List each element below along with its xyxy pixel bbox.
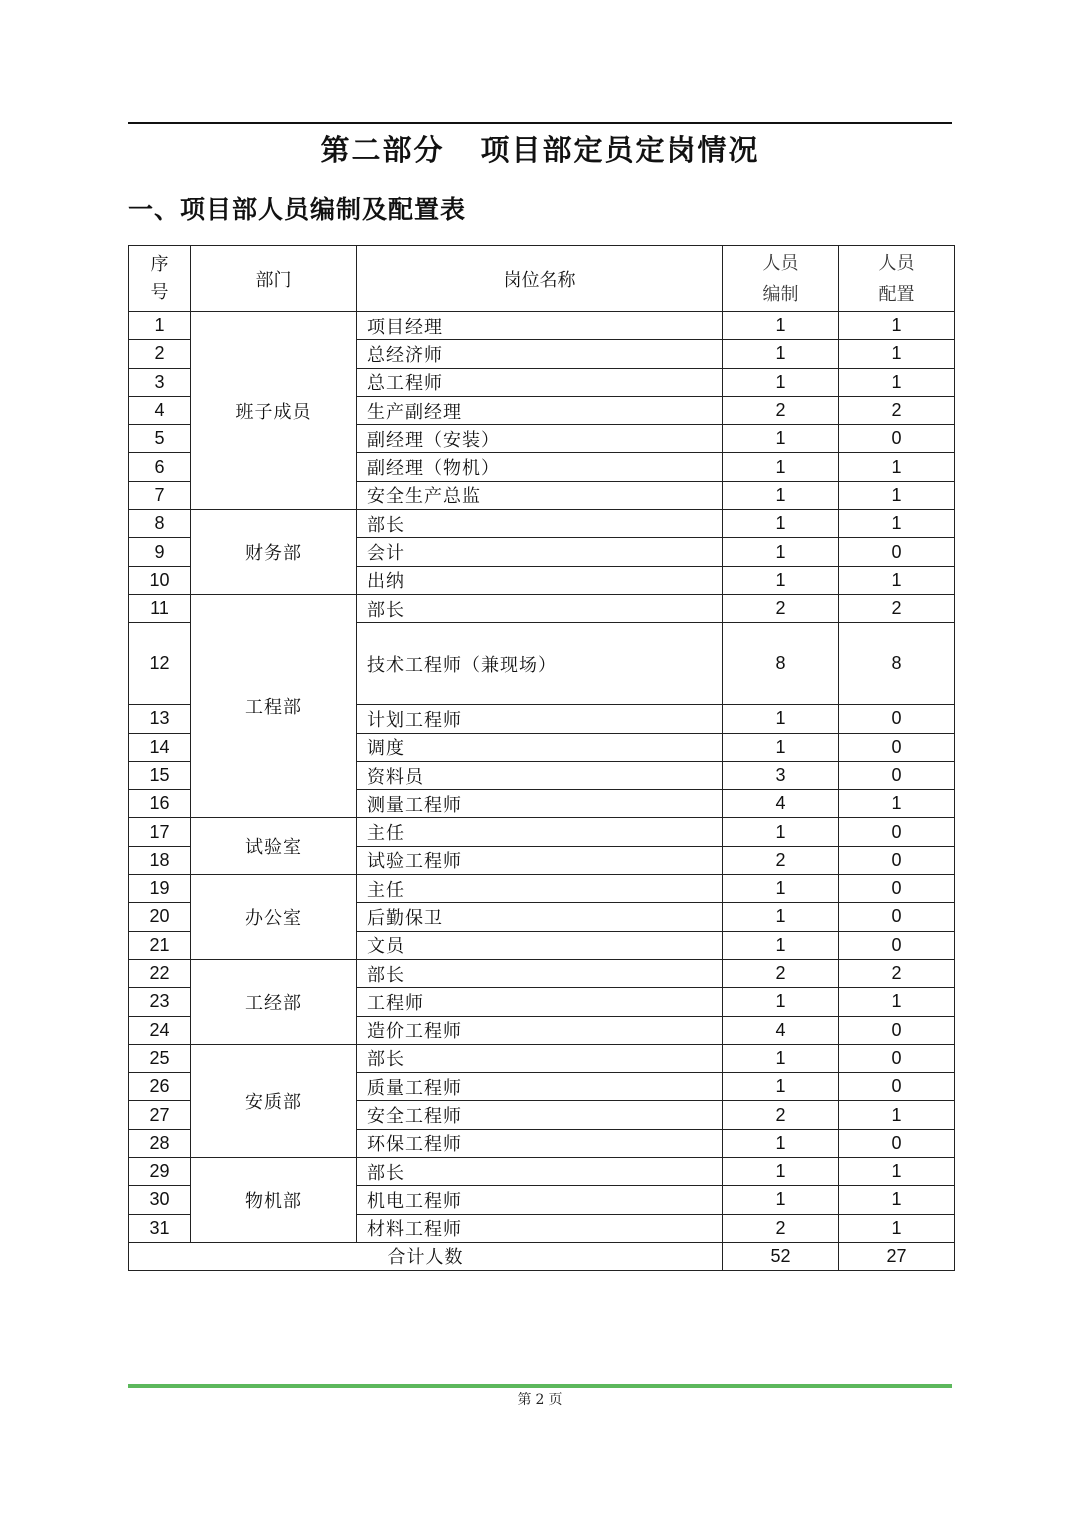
configured-value: 1 <box>839 790 955 818</box>
row-number: 11 <box>129 594 191 622</box>
total-label: 合计人数 <box>129 1242 723 1270</box>
quota-value: 1 <box>723 510 839 538</box>
position-name: 试验工程师 <box>357 846 723 874</box>
position-name: 调度 <box>357 733 723 761</box>
position-name: 工程师 <box>357 988 723 1016</box>
quota-value: 1 <box>723 903 839 931</box>
position-name: 测量工程师 <box>357 790 723 818</box>
position-name: 后勤保卫 <box>357 903 723 931</box>
configured-value: 1 <box>839 312 955 340</box>
header-position: 岗位名称 <box>357 246 723 312</box>
configured-value: 1 <box>839 340 955 368</box>
position-name: 部长 <box>357 1044 723 1072</box>
configured-value: 0 <box>839 846 955 874</box>
configured-value: 0 <box>839 425 955 453</box>
configured-value: 2 <box>839 594 955 622</box>
position-name: 部长 <box>357 1158 723 1186</box>
department-name: 工经部 <box>191 959 357 1044</box>
configured-value: 1 <box>839 1214 955 1242</box>
row-number: 20 <box>129 903 191 931</box>
configured-value: 1 <box>839 453 955 481</box>
row-number: 14 <box>129 733 191 761</box>
configured-value: 0 <box>839 1016 955 1044</box>
row-number: 16 <box>129 790 191 818</box>
position-name: 材料工程师 <box>357 1214 723 1242</box>
row-number: 25 <box>129 1044 191 1072</box>
configured-value: 2 <box>839 396 955 424</box>
quota-value: 2 <box>723 594 839 622</box>
row-number: 18 <box>129 846 191 874</box>
quota-value: 1 <box>723 566 839 594</box>
department-name: 办公室 <box>191 875 357 960</box>
position-name: 副经理（物机） <box>357 453 723 481</box>
quota-value: 2 <box>723 1101 839 1129</box>
quota-value: 1 <box>723 988 839 1016</box>
page-suffix: 页 <box>548 1392 563 1408</box>
configured-value: 2 <box>839 959 955 987</box>
row-number: 6 <box>129 453 191 481</box>
header-no: 序号 <box>129 246 191 312</box>
quota-value: 1 <box>723 425 839 453</box>
row-number: 23 <box>129 988 191 1016</box>
quota-value: 1 <box>723 1129 839 1157</box>
row-number: 31 <box>129 1214 191 1242</box>
position-name: 文员 <box>357 931 723 959</box>
configured-value: 0 <box>839 538 955 566</box>
quota-value: 2 <box>723 1214 839 1242</box>
row-number: 26 <box>129 1073 191 1101</box>
configured-value: 0 <box>839 705 955 733</box>
header-rule <box>128 122 952 124</box>
row-number: 13 <box>129 705 191 733</box>
quota-value: 1 <box>723 1158 839 1186</box>
part-number: 第二部分 <box>320 133 445 167</box>
page-value: 2 <box>535 1392 545 1408</box>
row-number: 8 <box>129 510 191 538</box>
row-number: 5 <box>129 425 191 453</box>
quota-value: 1 <box>723 481 839 509</box>
position-name: 技术工程师（兼现场） <box>357 623 723 705</box>
quota-value: 1 <box>723 875 839 903</box>
quota-value: 1 <box>723 705 839 733</box>
staffing-table <box>128 245 955 1271</box>
position-name: 副经理（安装） <box>357 425 723 453</box>
quota-value: 1 <box>723 931 839 959</box>
quota-value: 1 <box>723 1044 839 1072</box>
configured-value: 1 <box>839 481 955 509</box>
quota-value: 1 <box>723 818 839 846</box>
configured-value: 1 <box>839 510 955 538</box>
header-dept: 部门 <box>191 246 357 312</box>
position-name: 总经济师 <box>357 340 723 368</box>
quota-value: 3 <box>723 761 839 789</box>
department-name: 安质部 <box>191 1044 357 1157</box>
row-number: 2 <box>129 340 191 368</box>
row-number: 10 <box>129 566 191 594</box>
row-number: 19 <box>129 875 191 903</box>
row-number: 1 <box>129 312 191 340</box>
quota-value: 1 <box>723 453 839 481</box>
position-name: 主任 <box>357 875 723 903</box>
quota-value: 2 <box>723 846 839 874</box>
quota-value: 2 <box>723 396 839 424</box>
total-quota: 52 <box>723 1242 839 1270</box>
row-number: 29 <box>129 1158 191 1186</box>
row-number: 22 <box>129 959 191 987</box>
table-row <box>129 1158 955 1186</box>
row-number: 30 <box>129 1186 191 1214</box>
row-number: 15 <box>129 761 191 789</box>
configured-value: 1 <box>839 1101 955 1129</box>
position-name: 安全工程师 <box>357 1101 723 1129</box>
department-name: 财务部 <box>191 510 357 595</box>
configured-value: 0 <box>839 931 955 959</box>
row-number: 27 <box>129 1101 191 1129</box>
position-name: 质量工程师 <box>357 1073 723 1101</box>
configured-value: 0 <box>839 761 955 789</box>
department-name: 物机部 <box>191 1158 357 1243</box>
row-number: 9 <box>129 538 191 566</box>
configured-value: 0 <box>839 903 955 931</box>
quota-value: 4 <box>723 790 839 818</box>
configured-value: 0 <box>839 1073 955 1101</box>
row-number: 3 <box>129 368 191 396</box>
quota-value: 1 <box>723 1186 839 1214</box>
quota-value: 1 <box>723 312 839 340</box>
position-name: 安全生产总监 <box>357 481 723 509</box>
row-number: 12 <box>129 623 191 705</box>
position-name: 总工程师 <box>357 368 723 396</box>
department-name: 试验室 <box>191 818 357 875</box>
table-row <box>129 959 955 987</box>
position-name: 部长 <box>357 510 723 538</box>
position-name: 环保工程师 <box>357 1129 723 1157</box>
configured-value: 1 <box>839 566 955 594</box>
configured-value: 1 <box>839 1186 955 1214</box>
table-header-row <box>129 246 955 312</box>
position-name: 机电工程师 <box>357 1186 723 1214</box>
position-name: 部长 <box>357 959 723 987</box>
header-quota: 人员编制 <box>723 246 839 312</box>
department-name: 班子成员 <box>191 312 357 510</box>
configured-value: 1 <box>839 1158 955 1186</box>
quota-value: 2 <box>723 959 839 987</box>
table-row <box>129 312 955 340</box>
department-name: 工程部 <box>191 594 357 817</box>
quota-value: 1 <box>723 1073 839 1101</box>
section-title: 一、项目部人员编制及配置表 <box>128 195 467 224</box>
total-row <box>129 1242 955 1270</box>
configured-value: 0 <box>839 875 955 903</box>
position-name: 项目经理 <box>357 312 723 340</box>
position-name: 会计 <box>357 538 723 566</box>
table-row <box>129 818 955 846</box>
quota-value: 4 <box>723 1016 839 1044</box>
table-row <box>129 875 955 903</box>
row-number: 4 <box>129 396 191 424</box>
quota-value: 1 <box>723 733 839 761</box>
row-number: 7 <box>129 481 191 509</box>
position-name: 资料员 <box>357 761 723 789</box>
row-number: 21 <box>129 931 191 959</box>
configured-value: 1 <box>839 368 955 396</box>
table-row <box>129 594 955 622</box>
configured-value: 0 <box>839 1044 955 1072</box>
footer-rule <box>128 1384 952 1388</box>
configured-value: 0 <box>839 733 955 761</box>
part-name: 项目部定员定岗情况 <box>480 133 760 167</box>
quota-value: 1 <box>723 340 839 368</box>
position-name: 部长 <box>357 594 723 622</box>
table-body <box>129 312 955 1243</box>
position-name: 生产副经理 <box>357 396 723 424</box>
page-number <box>128 1390 952 1410</box>
position-name: 造价工程师 <box>357 1016 723 1044</box>
row-number: 17 <box>129 818 191 846</box>
quota-value: 1 <box>723 538 839 566</box>
total-configured: 27 <box>839 1242 955 1270</box>
position-name: 计划工程师 <box>357 705 723 733</box>
quota-value: 8 <box>723 623 839 705</box>
position-name: 出纳 <box>357 566 723 594</box>
configured-value: 0 <box>839 1129 955 1157</box>
page-prefix: 第 <box>517 1392 532 1408</box>
configured-value: 8 <box>839 623 955 705</box>
header-configured: 人员配置 <box>839 246 955 312</box>
configured-value: 0 <box>839 818 955 846</box>
position-name: 主任 <box>357 818 723 846</box>
table-row <box>129 1044 955 1072</box>
row-number: 28 <box>129 1129 191 1157</box>
part-title <box>128 128 952 172</box>
row-number: 24 <box>129 1016 191 1044</box>
configured-value: 1 <box>839 988 955 1016</box>
quota-value: 1 <box>723 368 839 396</box>
table-row <box>129 510 955 538</box>
